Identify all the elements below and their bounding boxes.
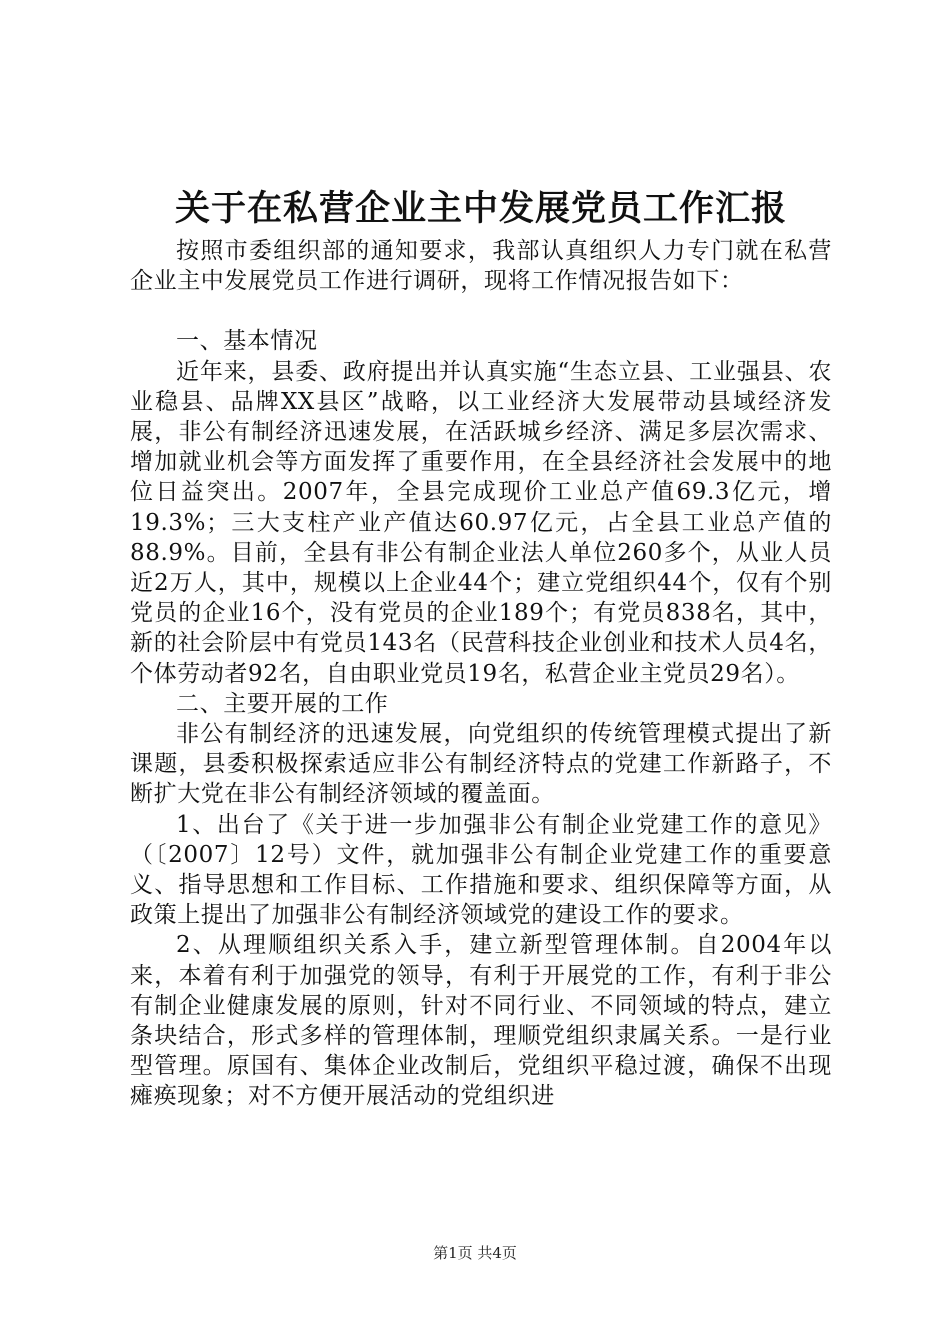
paragraph-spacer xyxy=(130,296,832,326)
document-page xyxy=(130,0,832,1344)
basic-situation-paragraph: 近年来，县委、政府提出并认真实施“生态立县、工业强县、农业稳县、品牌XX县区”战略，以工业经济大发展带动县域经济发展，非公有制经济迅速发展，在活跃城乡经济、满足多层次需求、增加就业机会等方面发挥了重要作用，在全县经济社会发展中的地位日益突出。2007年，全县完成现价工业总产值69.3亿元，增19.3%；三大支柱产业产值达60.97亿元，占全县工业总产值的88.9%。目前，全县有非公有制企业法人单位260多个，从业人员近2万人，其中，规模以上企业44个；建立党组织44个，仅有个别党员的企业16个，没有党员的企业189个；有党员838名，其中，新的社会阶层中有党员143名（民营科技企业创业和技术人员4名，个体劳动者92名，自由职业党员19名，私营企业主党员29名）。 xyxy=(130,358,832,687)
page-number-footer: 第1页 共4页 xyxy=(433,1244,517,1262)
section-heading-main-work: 二、主要开展的工作 xyxy=(176,690,389,717)
main-work-intro-paragraph: 非公有制经济的迅速发展，向党组织的传统管理模式提出了新课题，县委积极探索适应非公有制经济特点的党建工作新路子，不断扩大党在非公有制经济领域的覆盖面。 xyxy=(130,721,832,808)
document-body xyxy=(130,236,832,1112)
intro-paragraph: 按照市委组织部的通知要求，我部认真组织人力专门就在私营企业主中发展党员工作进行调研，现将工作情况报告如下： xyxy=(130,238,832,295)
main-work-item-2: 2、从理顺组织关系入手，建立新型管理体制。自2004年以来，本着有利于加强党的领导，有利于开展党的工作，有利于非公有制企业健康发展的原则，针对不同行业、不同领域的特点，建立条块结合，形式多样的管理体制，理顺党组织隶属关系。一是行业型管理。原国有、集体企业改制后，党组织平稳过渡，确保不出现瘫痪现象；对不方便开展活动的党组织进 xyxy=(130,932,832,1110)
section-heading-basic-situation: 一、基本情况 xyxy=(176,328,318,355)
document-title: 关于在私营企业主中发展党员工作汇报 xyxy=(174,188,787,229)
main-work-item-1: 1、出台了《关于进一步加强非公有制企业党建工作的意见》（〔2007〕12号）文件，就加强非公有制企业党建工作的重要意义、指导思想和工作目标、工作措施和要求、组织保障等方面，从政策上提出了加强非公有制经济领域党的建设工作的要求。 xyxy=(130,811,832,929)
